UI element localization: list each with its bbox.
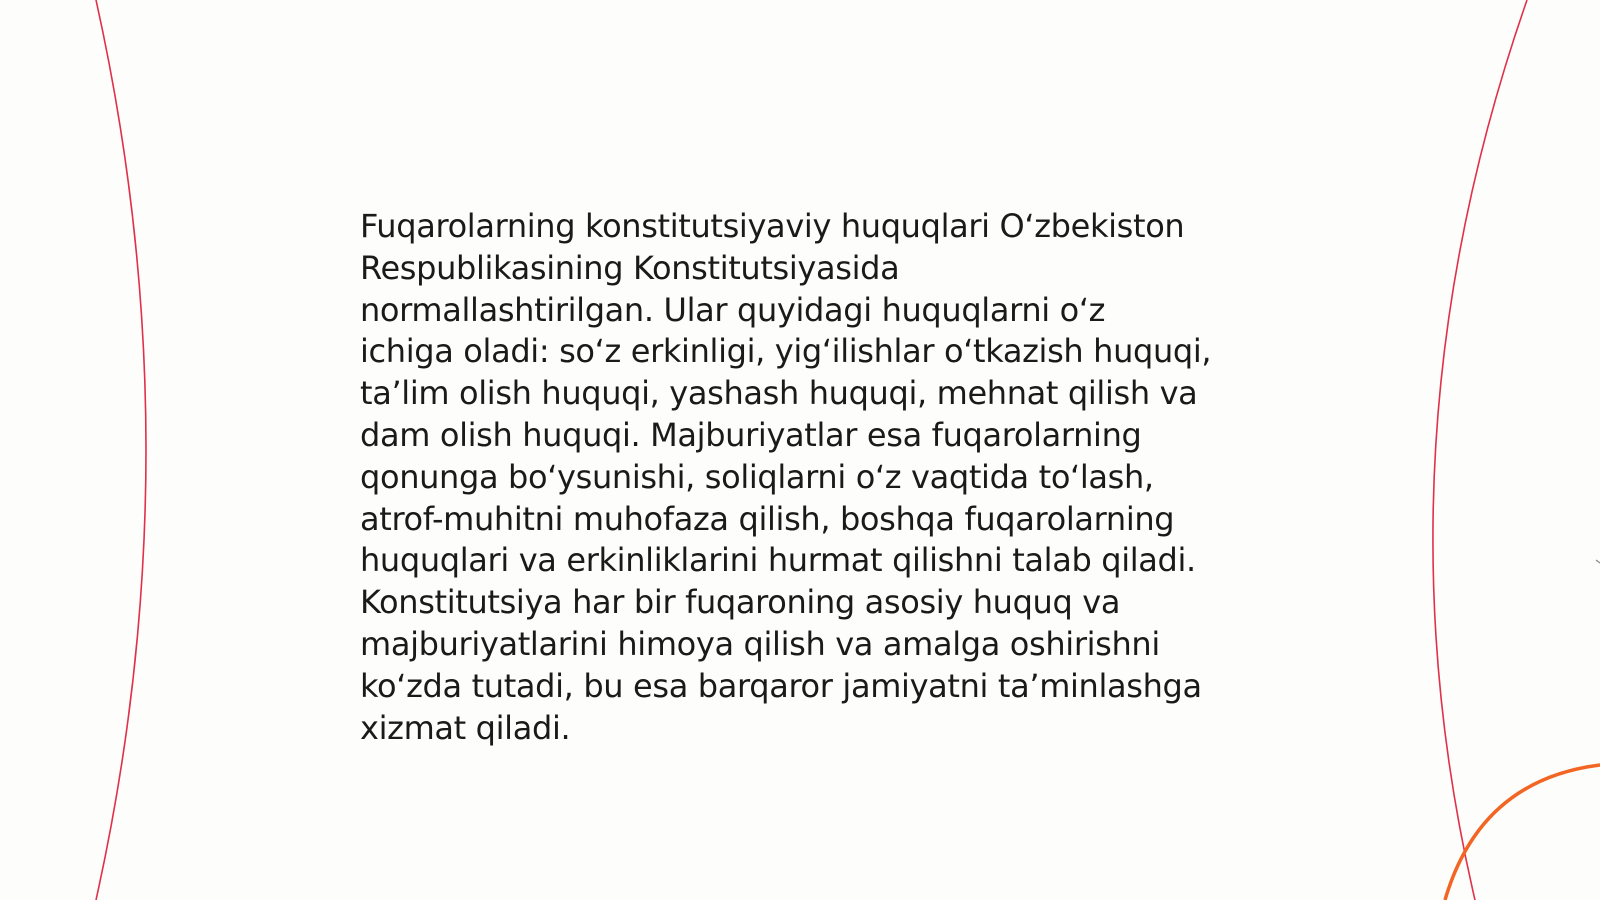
body-line: Respublikasining Konstitutsiyasida [360, 248, 900, 287]
body-line: normallashtirilgan. Ular quyidagi huquqlarni o‘z [360, 290, 1106, 329]
body-line: qonunga bo‘ysunishi, soliqlarni o‘z vaqtida to‘lash, [360, 457, 1154, 496]
small-tick [1596, 560, 1600, 563]
body-line: huquqlari va erkinliklarini hurmat qilishni talab qiladi. [360, 541, 1196, 580]
left-arc [96, 0, 146, 900]
body-line: xizmat qiladi. [360, 708, 571, 747]
orange-arc [1445, 765, 1600, 900]
body-line: dam olish huquqi. Majburiyatlar esa fuqarolarning [360, 415, 1142, 454]
body-line: Fuqarolarning konstitutsiyaviy huquqlari O‘zbekiston [360, 207, 1185, 245]
body-line: atrof-muhitni muhofaza qilish, boshqa fuqarolarning [360, 499, 1175, 538]
body-line: ta’lim olish huquqi, yashash huquqi, mehnat qilish va [360, 374, 1198, 413]
body-line: ichiga oladi: so‘z erkinligi, yig‘ilishlar o‘tkazish huquqi, [360, 332, 1212, 371]
body-line: Konstitutsiya har bir fuqaroning asosiy huquq va [360, 583, 1121, 622]
body-paragraph [360, 206, 1240, 749]
body-line: majburiyatlarini himoya qilish va amalga oshirishni [360, 624, 1160, 663]
body-line: ko‘zda tutadi, bu esa barqaror jamiyatni ta’minlashga [360, 666, 1202, 705]
right-arc [1433, 0, 1527, 900]
